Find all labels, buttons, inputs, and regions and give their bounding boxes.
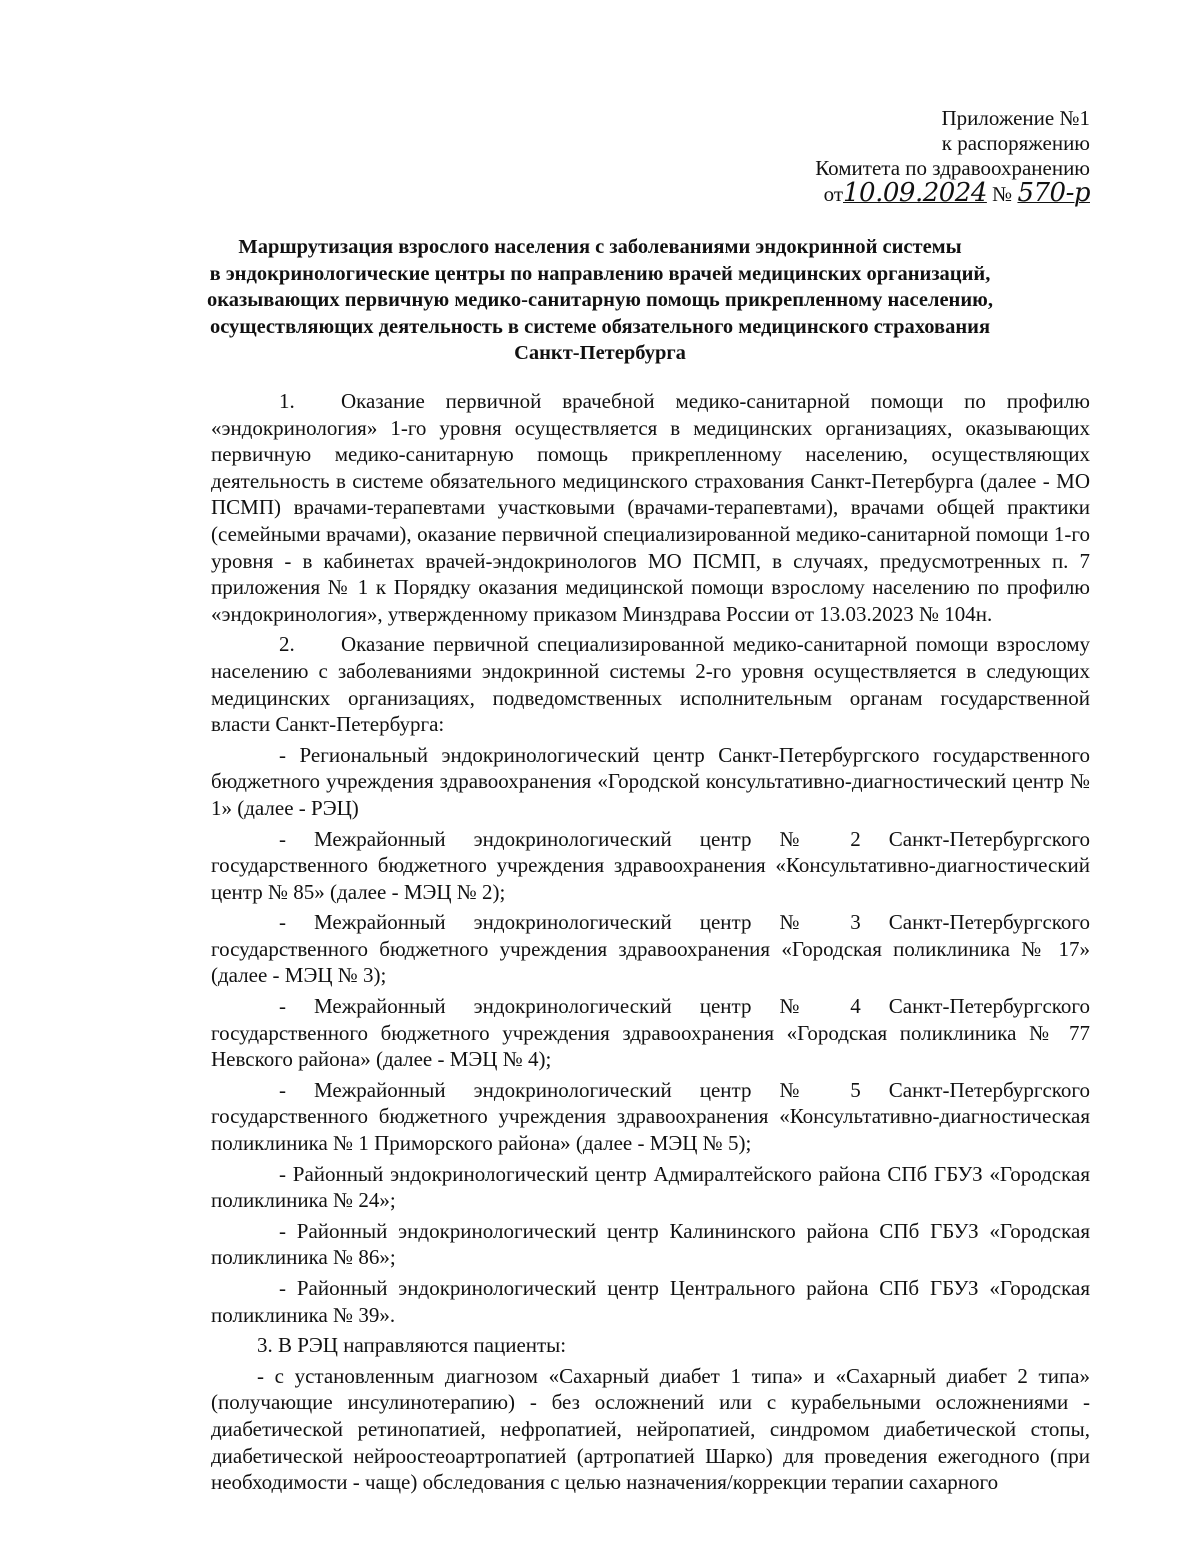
- list-item: - Межрайонный эндокринологический центр № 4 Санкт-Петербургского государственного бюджетного учреждения здравоохранения «Городская поликлиника № 77 Невского района» (далее - МЭЦ № 4);: [211, 994, 1090, 1072]
- list-item: - Межрайонный эндокринологический центр № 2 Санкт-Петербургского государственного бюджетного учреждения здравоохранения «Консультативно-диагностический центр № 85» (далее - МЭЦ № 2);: [211, 826, 1090, 904]
- date-prefix: от: [823, 182, 844, 206]
- title-line-2: в эндокринологические центры по направлению врачей медицинских организаций,: [209, 262, 991, 285]
- title-line-3: оказывающих первичную медико-санитарную помощь прикрепленному населению,: [207, 289, 993, 311]
- title-line-4: осуществляющих деятельность в системе обязательного медицинского страхования: [209, 315, 991, 338]
- committee-name: Комитета по здравоохранению: [815, 156, 1090, 180]
- paragraph-3: 3. В РЭЦ направляются пациенты:: [257, 1333, 567, 1358]
- paragraph-2-number: 2.: [279, 632, 295, 657]
- title-line-1: Маршрутизация взрослого населения с заболеваниями эндокринной системы: [238, 236, 962, 258]
- order-number: 570-р: [1017, 178, 1090, 208]
- list-item: - Региональный эндокринологический центр Санкт-Петербургского государственного бюджетного учреждения здравоохранения «Городской консультативно-диагностический центр № 1» (далее - РЭЦ): [211, 742, 1090, 820]
- appendix-to-order: к распоряжению: [941, 131, 1090, 155]
- paragraph-1-text: Оказание первичной врачебной медико-санитарной помощи по профилю «эндокринология» 1-го уровня осуществляется в медицинских организациях, оказывающих первичную медико-санитарную помощь прикрепленному населению, осуществляющих деятельность в системе обязательного медицинского страхования Санкт-Петербурга (далее - МО ПСМП) врачами-терапевтами участковыми (врачами-терапевтами), врачами общей практики (семейными врачами), оказание первичной специализированной медико-санитарной помощи 1-го уровня - в кабинетах врачей-эндокринологов МО ПСМП, в случаях, предусмотренных п. 7 приложения № 1 к Порядку оказания медицинской помощи взрослому населению по профилю «эндокринология», утвержденному приказом Минздрава России от 13.03.2023 № 104н.: [211, 389, 1090, 626]
- list-item: - Районный эндокринологический центр Калининского района СПб ГБУЗ «Городская поликлиника № 86»;: [211, 1218, 1090, 1270]
- paragraph-2: [211, 631, 1090, 737]
- number-prefix: №: [992, 182, 1013, 206]
- title-line-5: Санкт-Петербурга: [514, 342, 686, 364]
- list-item: - Межрайонный эндокринологический центр № 3 Санкт-Петербургского государственного бюджетного учреждения здравоохранения «Городская поликлиника № 17» (далее - МЭЦ № 3);: [211, 910, 1090, 988]
- paragraph-2-text: Оказание первичной специализированной медико-санитарной помощи взрослому населению с заболеваниями эндокринной системы 2-го уровня осуществляется в следующих медицинских организациях, подведомственных исполнительным органам государственной власти Санкт-Петербурга:: [211, 632, 1090, 737]
- paragraph-3-subitem: - с установленным диагнозом «Сахарный диабет 1 типа» и «Сахарный диабет 2 типа» (получающие инсулинотерапию) - без осложнений или с курабельными осложнениями - диабетической ретинопатией, нефропатией, нейропатией, синдромом диабетической стопы, диабетической нейроостеоартропатией (артропатией Шарко) для проведения ежегодного (при необходимости - чаще) обследования с целью назначения/коррекции терапии сахарного: [211, 1363, 1090, 1495]
- list-item: - Межрайонный эндокринологический центр № 5 Санкт-Петербургского государственного бюджетного учреждения здравоохранения «Консультативно-диагностическая поликлиника № 1 Приморского района» (далее - МЭЦ № 5);: [211, 1077, 1090, 1156]
- order-date-line: [670, 178, 1090, 208]
- appendix-number: Приложение №1: [941, 106, 1090, 130]
- list-item: - Районный эндокринологический центр Адмиралтейского района СПб ГБУЗ «Городская поликлиника № 24»;: [211, 1161, 1090, 1213]
- document-body: [211, 388, 1090, 1496]
- document-title: [200, 234, 1000, 367]
- paragraph-1: [211, 388, 1090, 627]
- order-date: 10.09.2024: [843, 178, 987, 208]
- list-item: - Районный эндокринологический центр Центрального района СПб ГБУЗ «Городская поликлиника № 39».: [211, 1276, 1090, 1327]
- appendix-header: [670, 106, 1090, 207]
- paragraph-1-number: 1.: [279, 389, 295, 413]
